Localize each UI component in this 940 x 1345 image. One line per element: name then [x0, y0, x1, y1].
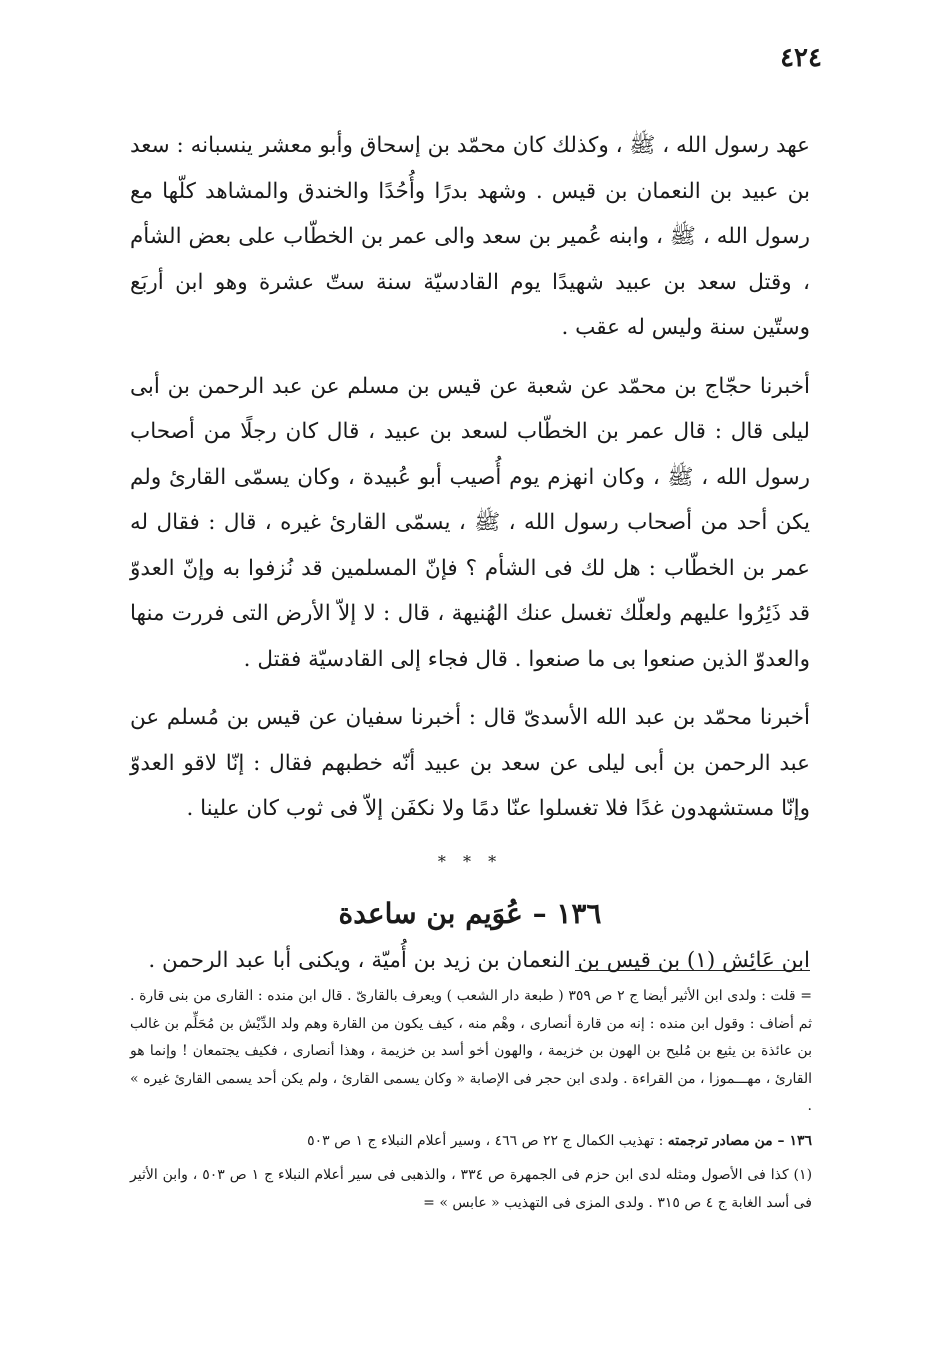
- footnote-sources: [130, 1128, 812, 1156]
- footnote-divider: [575, 970, 810, 971]
- section-separator: * * *: [437, 851, 503, 871]
- footnote-1: (١) كذا فى الأصول ومثله لدى ابن حزم فى الجمهرة ص ٣٣٤ ، والذهبى فى سير أعلام النبلاء ج ١ ص ٥٠٣ ، وابن الأثير فى أسد الغابة ج ٤ ص ٣١٥ . ولدى المزى فى التهذيب « عابس » =: [130, 1167, 813, 1211]
- footnotes: [130, 983, 812, 1217]
- entry-paragraph: ابن عَائِش (١) بن قيس بن النعمان بن زيد بن أُميّة ، ويكنى أبا عبد الرحمن .: [148, 947, 810, 973]
- main-text: [130, 123, 810, 983]
- page-number: ٤٢٤: [780, 43, 822, 73]
- footnote-continuation: = قلت : ولدى ابن الأثير أيضا ج ٢ ص ٣٥٩ ( طبعة دار الشعب ) ويعرف بالقارىّ . قال ابن منده : القارى من بنى قارة . ثم أضاف : وقول ابن منده : إنه من قارة أنصارى ، وهْم منه ، كيف يكون من القارة وهم ولد الدِّيْش بن مُحَلِّم بن غالب بن عائذة بن يثيع بن مُليح بن الهون بن خزيمة ، والهون أخو أسد بن خزيمة ، وهذا أنصارى ، فكيف يجتمعان ! وإنما هو القارئ ، مهـــموزا ، من القراءة . ولدى ابن حجر فى الإصابة « وكان يسمى القارئ ، ولم يكن أحد يسمى القارئ غيره » .: [130, 988, 812, 1114]
- paragraph: أخبرنا محمّد بن عبد الله الأسدىّ قال : أخبرنا سفيان عن قيس بن مُسلم عن عبد الرحمن بن أبى ليلى عن سعد بن عبيد أنّه خطبهم فقال : إنّا لاقو العدوّ وإنّا مستشهدون غدًا فلا تغسلوا عنّا دمًا ولا نكفَن إلاّ فى ثوب كان علينا .: [130, 705, 810, 821]
- paragraph: عهد رسول الله ، ﷺ ، وكذلك كان محمّد بن إسحاق وأبو معشر ينسبانه : سعد بن عبيد بن النعمان بن قيس . وشهد بدرًا وأُحُدًا والخندق والمشاهد كلّها مع رسول الله ، ﷺ ، وابنه عُمير بن سعد والى عمر بن الخطّاب على بعض الشأم ، وقتل سعد بن عبيد شهيدًا يوم القادسيّة سنة ستّ عشرة وهو ابن أربَع وستّين سنة وليس له عقب .: [130, 133, 810, 340]
- paragraph: أخبرنا حجّاج بن محمّد عن شعبة عن قيس بن مسلم عن عبد الرحمن بن أبى ليلى قال : قال عمر بن الخطّاب لسعد بن عبيد ، قال كان رجلًا من أصحاب رسول الله ، ﷺ ، وكان انهزم يوم أُصيب أبو عُبيدة ، وكان يسمّى القارئ ولم يكن أحد من أصحاب رسول الله ، ﷺ ، يسمّى القارئ غيره ، قال : فقال له عمر بن الخطّاب : هل لك فى الشأم ؟ فإنّ المسلمين قد نُزفوا به وإنّ العدوّ قد ذَئِرُوا عليهم ولعلّك تغسل عنك الهُنيهة ، قال : لا إلاّ الأرض التى فررت منها والعدوّ الذين صنعوا بى ما صنعوا . قال فجاء إلى القادسيّة فقتل .: [130, 373, 810, 672]
- sources-label: ١٣٦ – من مصادر ترجمته: [667, 1132, 812, 1149]
- entry-heading: ١٣٦ – عُوَيم بن ساعدة: [338, 896, 602, 930]
- sources-text: : تهذيب الكمال ج ٢٢ ص ٤٦٦ ، وسير أعلام النبلاء ج ١ ص ٥٠٣: [307, 1132, 664, 1149]
